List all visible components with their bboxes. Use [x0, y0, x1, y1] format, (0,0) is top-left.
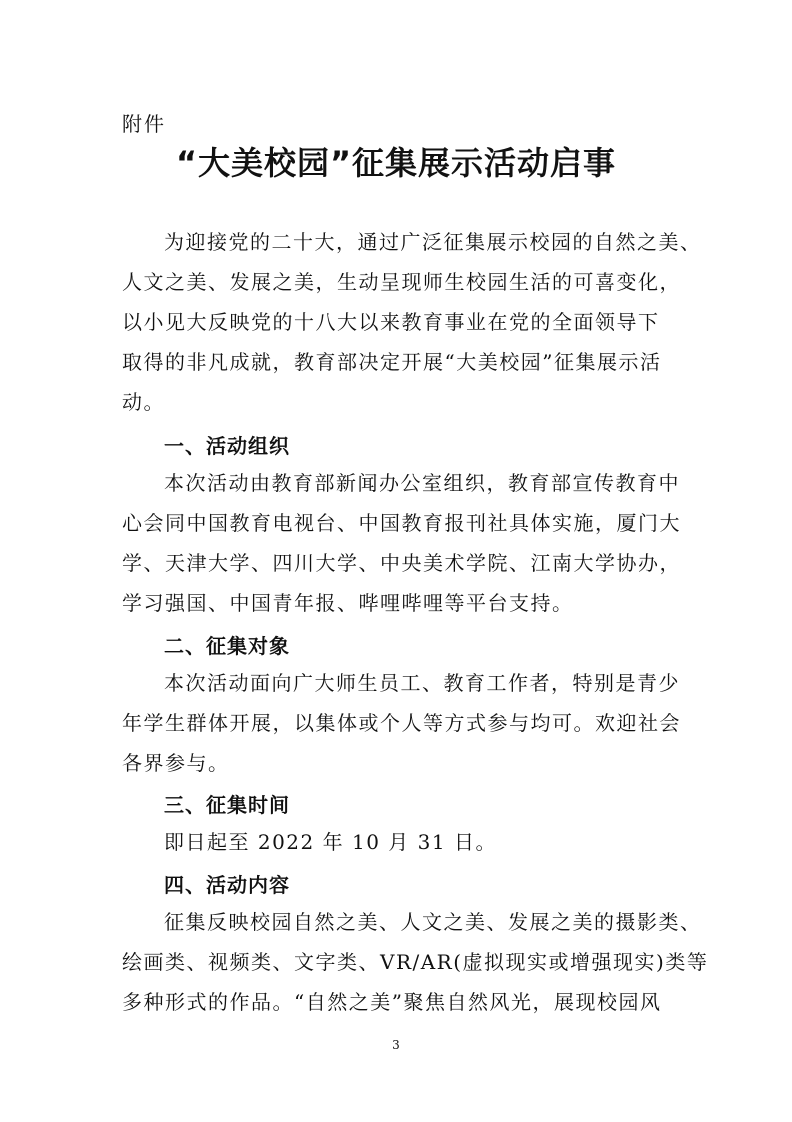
section-body-content — [122, 902, 709, 1022]
intro-line: 以小见大反映党的十八大以来教育事业在党的全面领导下 — [122, 310, 660, 334]
body-line: 征集反映校园自然之美、人文之美、发展之美的摄影类、 — [164, 910, 702, 934]
section-heading-content: 四、活动内容 — [164, 873, 290, 897]
body-line: 即日起至 2022 年 10 月 31 日。 — [164, 830, 497, 854]
body-line: 学、天津大学、四川大学、中央美术学院、江南大学协办， — [122, 551, 681, 575]
body-line: 多种形式的作品。“自然之美”聚焦自然风光，展现校园风 — [122, 990, 662, 1014]
body-line: 心会同中国教育电视台、中国教育报刊社具体实施，厦门大 — [122, 511, 681, 535]
section-heading-organization: 一、活动组织 — [164, 434, 290, 458]
section-heading-time: 三、征集时间 — [164, 793, 290, 817]
attachment-label: 附件 — [122, 112, 166, 136]
body-line: 年学生群体开展，以集体或个人等方式参与均可。欢迎社会 — [122, 711, 681, 735]
body-line: 学习强国、中国青年报、哔哩哔哩等平台支持。 — [122, 591, 574, 615]
body-line: 本次活动由教育部新闻办公室组织，教育部宣传教育中 — [164, 471, 680, 495]
intro-line: 人文之美、发展之美，生动呈现师生校园生活的可喜变化， — [122, 270, 681, 294]
intro-paragraph — [122, 222, 702, 422]
page-number: 3 — [392, 1038, 400, 1052]
page-title: “大美校园”征集展示活动启事 — [175, 144, 617, 182]
section-body-time — [122, 822, 682, 862]
intro-line: 动。 — [122, 390, 165, 414]
intro-line: 为迎接党的二十大，通过广泛征集展示校园的自然之美、 — [164, 230, 702, 254]
intro-line: 取得的非凡成就，教育部决定开展“大美校园”征集展示活 — [122, 350, 662, 374]
body-line: 各界参与。 — [122, 751, 230, 775]
body-line: 绘画类、视频类、文字类、VR/AR(虚拟现实或增强现实)类等 — [122, 950, 709, 974]
section-heading-target: 二、征集对象 — [164, 634, 290, 658]
section-body-organization — [122, 463, 682, 623]
body-line: 本次活动面向广大师生员工、教育工作者，特别是青少 — [164, 671, 680, 695]
section-body-target — [122, 663, 682, 783]
